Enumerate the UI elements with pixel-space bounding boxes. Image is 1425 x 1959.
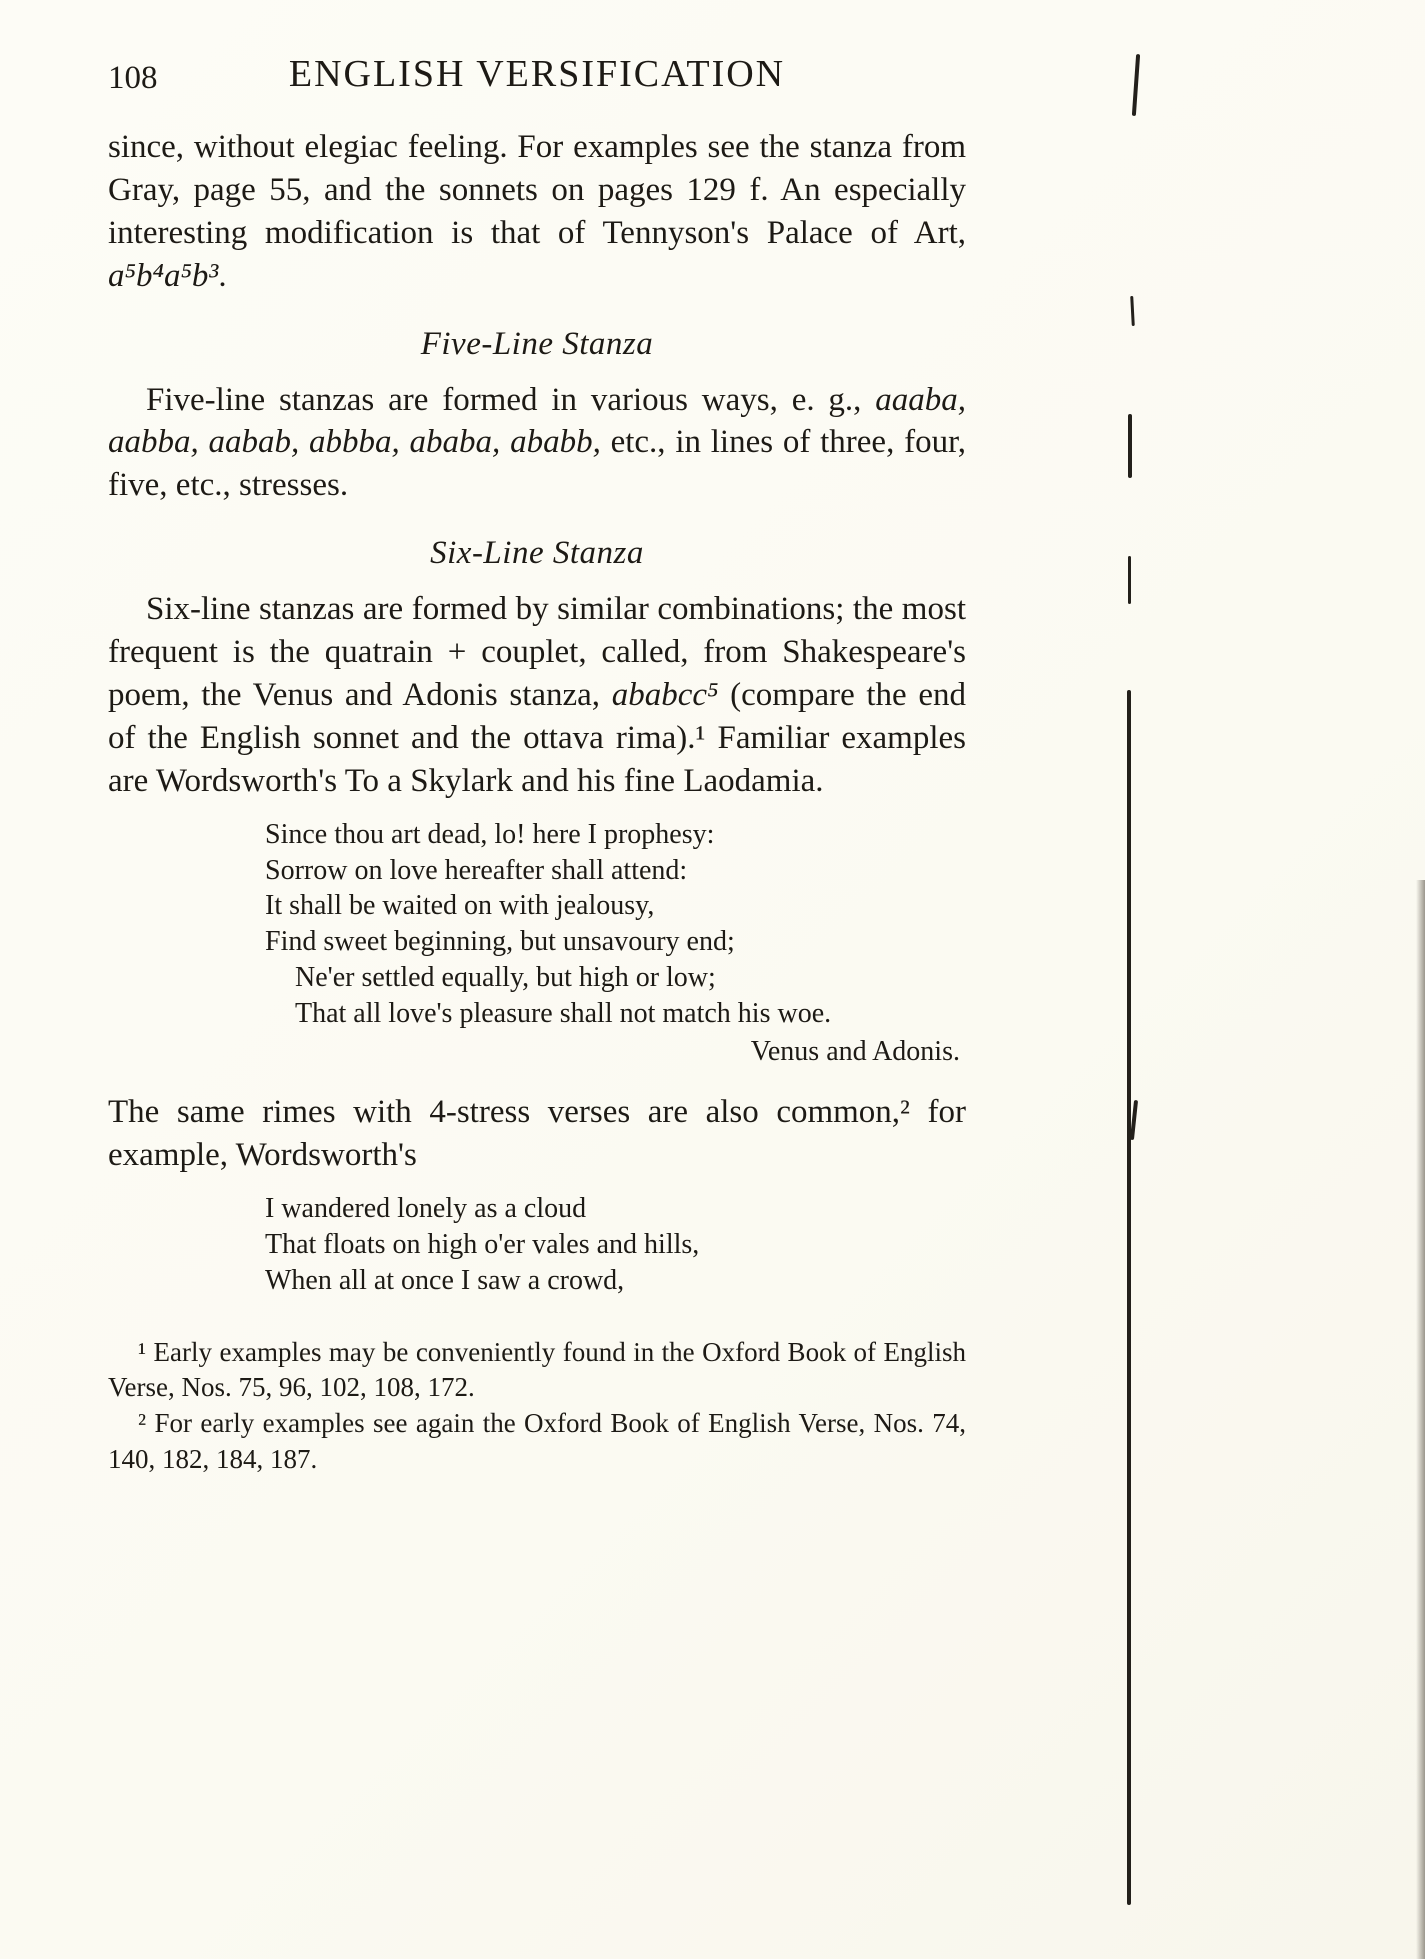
margin-scan-mark	[1132, 54, 1140, 116]
section-heading-six-line: Six-Line Stanza	[430, 535, 644, 572]
verse-line: When all at once I saw a crowd,	[265, 1264, 625, 1296]
page-edge-rule	[1127, 690, 1131, 1905]
margin-scan-mark	[1130, 1100, 1138, 1140]
verse-line: Sorrow on love hereafter shall attend:	[265, 854, 688, 886]
text-segment: Six-line stanzas are formed by similar combinations; the most frequent is the quatrain + couplet, called, from Shakespeare's poem, the Venus and Adonis stanza,	[108, 591, 966, 714]
page-content	[108, 52, 966, 1477]
text-segment: (compare the end of the English sonnet and the ottava rima).¹ Familiar examples are Wordsworth's To a Skylark and his fine Laodamia.	[108, 677, 966, 799]
text-segment: since, without elegiac feeling. For examples see the stanza from Gray, page 55, and the sonnets on pages 129 f. An especially interesting modification is that of Tennyson's Palace of Art,	[108, 129, 966, 251]
verse-line: Since thou art dead, lo! here I prophesy:	[265, 818, 715, 850]
section-heading-five-line: Five-Line Stanza	[420, 325, 654, 362]
text-segment: a⁵b⁴a⁵b³	[108, 257, 219, 294]
verse-attribution: Venus and Adonis.	[750, 1035, 960, 1067]
paragraph-six-line	[108, 588, 966, 802]
verse-daffodils	[265, 1191, 966, 1298]
margin-scan-mark	[1130, 296, 1135, 326]
footnote-2: ² For early examples see again the Oxford Book of English Verse, Nos. 74, 140, 182, 184, 187.	[108, 1408, 966, 1474]
paragraph-five-line	[108, 379, 966, 508]
margin-scan-mark	[1128, 556, 1131, 604]
page-number: 108	[108, 60, 158, 96]
paragraph-intro	[108, 126, 966, 298]
verse-line: Find sweet beginning, but unsavoury end;	[265, 926, 735, 958]
text-segment: etc., in lines of three, four, five, etc., stresses.	[108, 424, 966, 504]
text-segment: aaaba, aabba, aabab, abbba, ababa, ababb,	[108, 381, 966, 461]
margin-scan-mark	[1128, 414, 1132, 478]
verse-line: That floats on high o'er vales and hills,	[265, 1229, 700, 1261]
page-edge-shadow	[1416, 880, 1425, 1959]
text-segment: ababcc⁵	[611, 677, 719, 714]
verse-line: That all love's pleasure shall not match his woe.	[295, 997, 832, 1029]
page-header	[108, 52, 966, 100]
verse-venus-and-adonis	[265, 817, 966, 1070]
verse-line: It shall be waited on with jealousy,	[265, 890, 655, 922]
paragraph-same-rimes	[108, 1091, 966, 1177]
running-title: ENGLISH VERSIFICATION	[288, 53, 786, 95]
text-segment: Five-line stanzas are formed in various ways, e. g.,	[146, 381, 876, 418]
footnotes	[108, 1335, 966, 1478]
verse-line: I wandered lonely as a cloud	[265, 1193, 587, 1225]
text-segment: .	[218, 257, 227, 294]
verse-line: Ne'er settled equally, but high or low;	[295, 962, 716, 993]
footnote-1: ¹ Early examples may be conveniently found in the Oxford Book of English Verse, Nos. 75, 96, 102, 108, 172.	[108, 1336, 966, 1403]
text-segment: The same rimes with 4-stress verses are also common,² for example, Wordsworth's	[108, 1094, 966, 1174]
